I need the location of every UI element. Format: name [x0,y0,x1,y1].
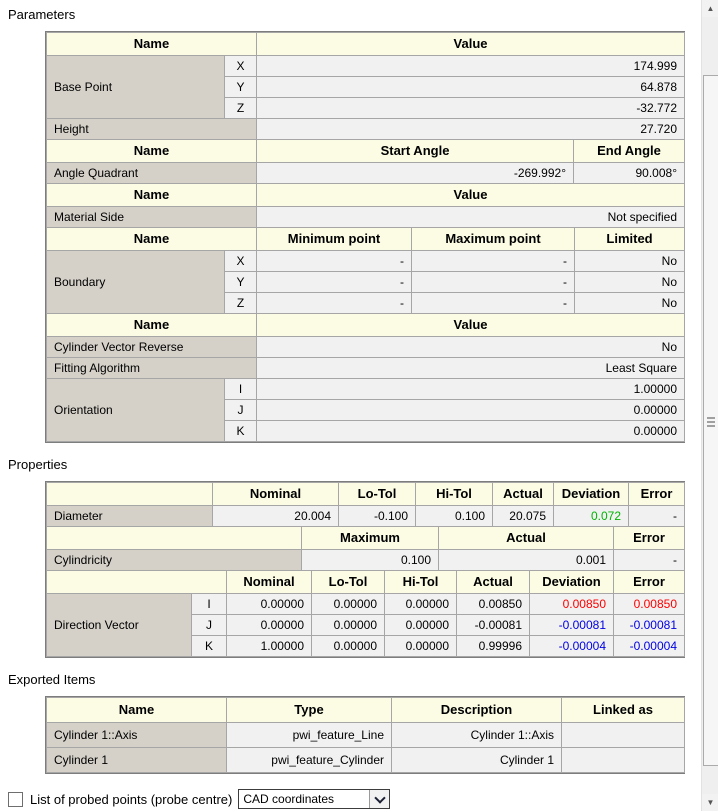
combobox-dropdown-button[interactable] [369,790,389,808]
properties-section-label: Properties [8,457,68,472]
axis-label: K [192,636,227,657]
dv-i-hi-tol: 0.00000 [385,594,457,615]
exported-items-table [46,697,685,773]
cylindricity-table [46,526,685,571]
exported-items-table-block [45,696,685,774]
parameters-section-label: Parameters [8,7,76,22]
boundary-z-limited: No [575,293,685,314]
exported-items-section-label: Exported Items [8,672,96,687]
actual-column-header: Actual [439,527,614,550]
dv-k-lo-tol: 0.00000 [312,636,385,657]
coordinates-combobox-value: CAD coordinates [243,792,335,806]
cylindricity-maximum: 0.100 [302,550,439,571]
exported-item-name: Cylinder 1::Axis [47,723,227,748]
cylindricity-label: Cylindricity [47,550,302,571]
exported-item-description: Cylinder 1 [392,748,562,773]
table-row [47,119,685,140]
blank-header-cell [47,483,213,506]
exported-item-name: Cylinder 1 [47,748,227,773]
diameter-error: - [629,506,685,527]
parameters-table-block [45,31,685,443]
exported-item-description: Cylinder 1::Axis [392,723,562,748]
end-angle-column-header: End Angle [574,140,685,163]
dv-k-actual: 0.99996 [457,636,530,657]
direction-vector-table [46,570,685,657]
lo-tol-column-header: Lo-Tol [312,571,385,594]
name-column-header: Name [47,184,257,207]
deviation-column-header: Deviation [530,571,614,594]
boundary-x-min: - [257,251,412,272]
diameter-lo-tol: -0.100 [339,506,416,527]
direction-vector-label: Direction Vector [47,594,192,657]
axis-label: I [225,379,257,400]
fitting-orientation-table [46,313,685,442]
dv-i-lo-tol: 0.00000 [312,594,385,615]
angle-quadrant-label: Angle Quadrant [47,163,257,184]
nominal-column-header: Nominal [213,483,339,506]
dv-j-lo-tol: 0.00000 [312,615,385,636]
diameter-table [46,482,685,527]
dv-j-error: -0.00081 [614,615,685,636]
dv-k-hi-tol: 0.00000 [385,636,457,657]
axis-label: Z [225,98,257,119]
coordinates-combobox[interactable] [238,789,390,809]
fitting-algorithm-label: Fitting Algorithm [47,358,257,379]
start-angle-column-header: Start Angle [257,140,574,163]
dv-j-hi-tol: 0.00000 [385,615,457,636]
value-column-header: Value [257,33,685,56]
boundary-y-max: - [412,272,575,293]
table-row [47,748,685,773]
scroll-up-button[interactable]: ▲ [702,0,718,17]
boundary-x-max: - [412,251,575,272]
scroll-down-button[interactable]: ▼ [702,794,718,811]
height-label: Height [47,119,257,140]
height-value: 27.720 [257,119,685,140]
diameter-actual: 20.075 [493,506,554,527]
name-column-header: Name [47,314,257,337]
table-row [47,379,685,400]
base-point-z-value: -32.772 [257,98,685,119]
boundary-y-limited: No [575,272,685,293]
dv-i-actual: 0.00850 [457,594,530,615]
boundary-z-max: - [412,293,575,314]
actual-column-header: Actual [493,483,554,506]
dv-i-nominal: 0.00000 [227,594,312,615]
base-point-x-value: 174.999 [257,56,685,77]
exported-item-type: pwi_feature_Cylinder [227,748,392,773]
description-column-header: Description [392,698,562,723]
axis-label: K [225,421,257,442]
table-row [47,337,685,358]
dv-j-nominal: 0.00000 [227,615,312,636]
base-point-y-value: 64.878 [257,77,685,98]
name-column-header: Name [47,33,257,56]
table-row [47,550,685,571]
minimum-point-column-header: Minimum point [257,228,412,251]
name-column-header: Name [47,228,257,251]
boundary-x-limited: No [575,251,685,272]
nominal-column-header: Nominal [227,571,312,594]
table-row [47,594,685,615]
error-column-header: Error [614,527,685,550]
axis-label: X [225,251,257,272]
orientation-i-value: 1.00000 [257,379,685,400]
blank-header-cell [47,571,227,594]
type-column-header: Type [227,698,392,723]
linked-as-column-header: Linked as [562,698,685,723]
cylinder-vector-reverse-label: Cylinder Vector Reverse [47,337,257,358]
scrollbar-thumb[interactable] [703,75,718,766]
value-column-header: Value [257,184,685,207]
dv-k-error: -0.00004 [614,636,685,657]
chevron-down-icon [374,792,385,803]
diameter-deviation: 0.072 [554,506,629,527]
dv-i-error: 0.00850 [614,594,685,615]
hi-tol-column-header: Hi-Tol [416,483,493,506]
value-column-header: Value [257,314,685,337]
axis-label: J [192,615,227,636]
exported-item-linked-as [562,723,685,748]
maximum-column-header: Maximum [302,527,439,550]
boundary-table [46,227,685,314]
scrollbar-grip-icon [707,421,715,423]
angle-quadrant-table [46,139,685,184]
name-column-header: Name [47,698,227,723]
table-row [47,358,685,379]
diameter-hi-tol: 0.100 [416,506,493,527]
limited-column-header: Limited [575,228,685,251]
orientation-k-value: 0.00000 [257,421,685,442]
orientation-label: Orientation [47,379,225,442]
probed-points-checkbox[interactable] [8,792,23,807]
cylindricity-error: - [614,550,685,571]
actual-column-header: Actual [457,571,530,594]
axis-label: Y [225,272,257,293]
hi-tol-column-header: Hi-Tol [385,571,457,594]
axis-label: Z [225,293,257,314]
dv-i-deviation: 0.00850 [530,594,614,615]
deviation-column-header: Deviation [554,483,629,506]
lo-tol-column-header: Lo-Tol [339,483,416,506]
orientation-j-value: 0.00000 [257,400,685,421]
material-side-table [46,183,685,228]
probed-points-controls [8,789,390,809]
material-side-value: Not specified [257,207,685,228]
axis-label: J [225,400,257,421]
diameter-nominal: 20.004 [213,506,339,527]
axis-label: Y [225,77,257,98]
table-row [47,207,685,228]
fitting-algorithm-value: Least Square [257,358,685,379]
start-angle-value: -269.992° [257,163,574,184]
table-row [47,56,685,77]
cylinder-vector-reverse-value: No [257,337,685,358]
table-row [47,506,685,527]
exported-item-type: pwi_feature_Line [227,723,392,748]
dv-k-deviation: -0.00004 [530,636,614,657]
dv-j-deviation: -0.00081 [530,615,614,636]
end-angle-value: 90.008° [574,163,685,184]
boundary-y-min: - [257,272,412,293]
boundary-label: Boundary [47,251,225,314]
table-row [47,723,685,748]
properties-table-block [45,481,685,658]
vertical-scrollbar[interactable] [701,0,718,811]
table-row [47,251,685,272]
table-row [47,163,685,184]
exported-item-linked-as [562,748,685,773]
name-column-header: Name [47,140,257,163]
error-column-header: Error [629,483,685,506]
material-side-label: Material Side [47,207,257,228]
dv-j-actual: -0.00081 [457,615,530,636]
base-point-table [46,32,685,140]
axis-label: X [225,56,257,77]
diameter-label: Diameter [47,506,213,527]
probed-points-label: List of probed points (probe centre) [30,791,233,807]
base-point-label: Base Point [47,56,225,119]
dv-k-nominal: 1.00000 [227,636,312,657]
axis-label: I [192,594,227,615]
boundary-z-min: - [257,293,412,314]
error-column-header: Error [614,571,685,594]
cylindricity-actual: 0.001 [439,550,614,571]
maximum-point-column-header: Maximum point [412,228,575,251]
blank-header-cell [47,527,302,550]
